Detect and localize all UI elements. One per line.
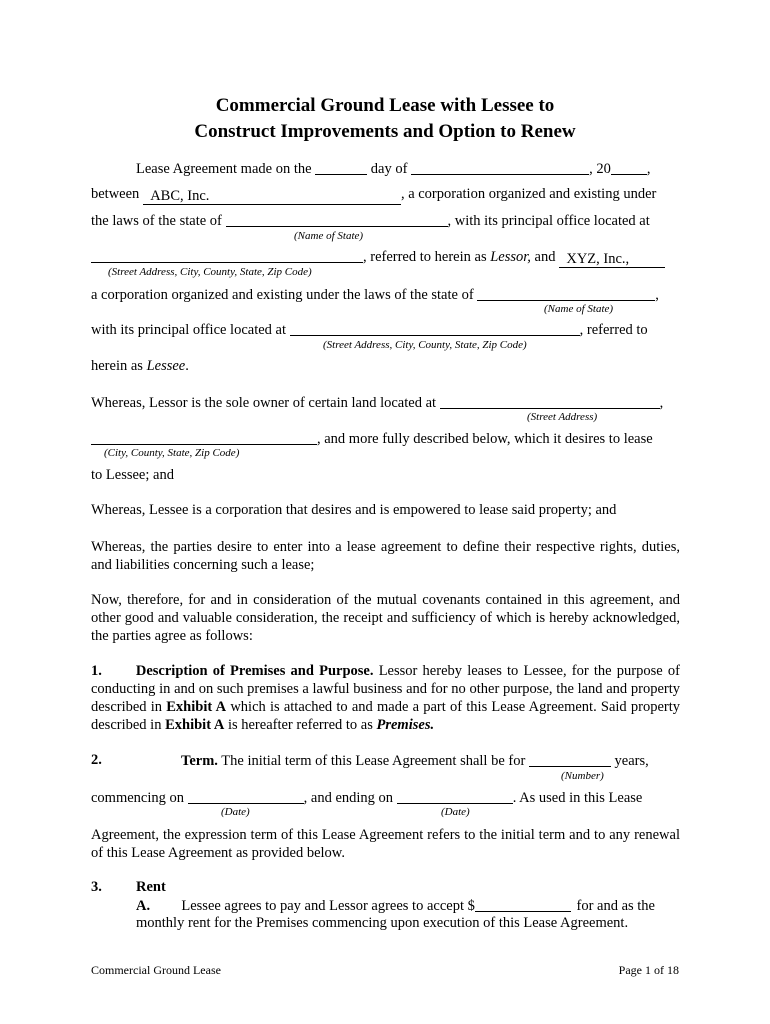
section-2-agreement xyxy=(91,826,680,862)
land-city-blank[interactable] xyxy=(91,430,317,445)
term-years-blank[interactable] xyxy=(529,752,611,767)
intro-line-4 xyxy=(91,248,665,268)
section-2-agreement-text: Agreement, the expression term of this Lease Agreement refers to the initial term and to any renewal of this Lease Agreement as provided below. xyxy=(91,827,680,861)
street-address-caption: (Street Address) xyxy=(527,411,598,423)
premises-term: Premises. xyxy=(376,717,435,733)
number-caption: (Number) xyxy=(561,770,604,782)
section-3a-text-b: for and as the xyxy=(576,898,655,914)
footer-left: Commercial Ground Lease xyxy=(91,963,221,977)
section-2-text: The initial term of this Lease Agreement shall be for xyxy=(221,753,526,769)
years-text: years, xyxy=(614,753,649,769)
section-2-line-1 xyxy=(181,752,649,770)
and-word: and xyxy=(534,249,556,265)
date-caption-2: (Date) xyxy=(441,806,470,818)
whereas-1-text: Whereas, Lessor is the sole owner of certain land located at xyxy=(91,395,437,411)
period: . xyxy=(185,358,189,374)
state-blank[interactable] xyxy=(226,212,448,227)
comma: , xyxy=(646,161,651,177)
month-blank[interactable] xyxy=(411,160,589,175)
principal-office-text: , with its principal office located at xyxy=(447,213,650,229)
section-2-number xyxy=(91,752,102,769)
whereas-3 xyxy=(91,538,680,574)
now-therefore-text: Now, therefore, for and in consideration of the mutual covenants contained in this agreement, and other good and valuable consideration, the receipt and sufficiency of which is hereby acknowledged, the parties agree as follows: xyxy=(91,592,680,644)
section-3-heading: Rent xyxy=(136,879,166,895)
name-of-state-caption: (Name of State) xyxy=(294,230,364,242)
intro-line-6 xyxy=(91,321,648,339)
comma: , xyxy=(659,395,664,411)
whereas-1-line-3: to Lessee; and xyxy=(91,467,174,483)
street-caption-2: (Street Address, City, County, State, Zip Code) xyxy=(323,339,527,351)
rent-amount-blank[interactable] xyxy=(475,897,571,912)
section-1-heading: Description of Premises and Purpose. xyxy=(135,663,374,679)
day-of-text: day of xyxy=(370,161,408,177)
made-on-text: Lease Agreement made on the xyxy=(136,161,312,177)
lessee-name: XYZ, Inc., xyxy=(566,251,630,267)
laws-state-text: the laws of the state of xyxy=(91,213,222,229)
commencing-date-blank[interactable] xyxy=(188,789,304,804)
year-prefix: , 20 xyxy=(589,161,611,177)
whereas-3-text: Whereas, the parties desire to enter into a lease agreement to define their respective rights, duties, and liabilities concerning such a lease; xyxy=(91,539,680,573)
section-2-number-text: 2. xyxy=(91,752,102,768)
intro-line-7 xyxy=(91,358,189,375)
referred-to-text: , referred to xyxy=(579,322,648,338)
section-2-heading: Term. xyxy=(181,753,218,769)
street-caption: (Street Address, City, County, State, Zip Code) xyxy=(108,266,312,278)
principal-office-text-2: with its principal office located at xyxy=(91,322,287,338)
herein-as-text: herein as xyxy=(91,358,143,374)
whereas-1-line-2 xyxy=(91,430,653,448)
intro-line-3 xyxy=(91,212,650,230)
lessee-state-blank[interactable] xyxy=(477,286,655,301)
and-ending-text: , and ending on xyxy=(303,790,394,806)
section-2-line-2 xyxy=(91,789,642,807)
lessor-address-blank[interactable] xyxy=(91,248,363,263)
document-title-line2: Construct Improvements and Option to Renew xyxy=(194,121,576,142)
land-street-blank[interactable] xyxy=(440,394,660,409)
intro-line-5 xyxy=(91,286,659,304)
section-3a-line-2: monthly rent for the Premises commencing upon execution of this Lease Agreement. xyxy=(136,915,629,931)
corp-line-text: a corporation organized and existing under the laws of the state of xyxy=(91,287,474,303)
section-1-text-c: is hereafter referred to as xyxy=(227,717,373,733)
footer-page-number: Page 1 of 18 xyxy=(618,963,679,977)
name-of-state-caption-2: (Name of State) xyxy=(544,303,614,315)
lessor-name-field[interactable] xyxy=(143,188,401,205)
referred-lessor-text: , referred to herein as xyxy=(363,249,487,265)
whereas-2: Whereas, Lessee is a corporation that desires and is empowered to lease said property; and xyxy=(91,502,617,518)
section-3a-label: A. xyxy=(136,898,151,914)
intro-line-2 xyxy=(91,186,656,205)
lessee-word: Lessee xyxy=(146,358,186,374)
section-3a-text-a: Lessee agrees to pay and Lessor agrees to accept $ xyxy=(181,898,475,914)
intro-line-1 xyxy=(136,160,650,178)
now-therefore xyxy=(91,591,680,645)
document-title-line1: Commercial Ground Lease with Lessee to xyxy=(215,95,555,116)
more-fully-text: , and more fully described below, which it desires to lease xyxy=(317,431,653,447)
whereas-1-line-1 xyxy=(91,394,663,412)
lessor-name: ABC, Inc. xyxy=(150,188,210,204)
as-used-text: . As used in this Lease xyxy=(512,790,643,806)
section-1-text-b: which is attached to and made a part of this Lease Agreement. Said property described in xyxy=(91,699,681,733)
exhibit-a-ref-2: Exhibit A xyxy=(165,717,225,733)
lessor-word: Lessor, xyxy=(490,249,531,265)
commencing-text: commencing on xyxy=(91,790,185,806)
city-caption: (City, County, State, Zip Code) xyxy=(104,447,240,459)
section-3a-line-1 xyxy=(136,897,655,915)
year-blank[interactable] xyxy=(611,160,647,175)
between-text: between xyxy=(91,186,140,202)
day-blank[interactable] xyxy=(315,160,367,175)
corp-clause: , a corporation organized and existing under xyxy=(400,186,657,202)
section-1-text-a: Lessor hereby leases to Lessee, for the purpose of conducting in and on such premises a lawful business and for no other purpose, the land and property described in xyxy=(91,663,680,715)
lessee-name-field[interactable] xyxy=(559,251,665,268)
comma: , xyxy=(655,287,659,303)
date-caption-1: (Date) xyxy=(221,806,250,818)
ending-date-blank[interactable] xyxy=(397,789,513,804)
section-1 xyxy=(91,662,680,734)
lessee-address-blank[interactable] xyxy=(290,321,580,336)
section-3-number: 3. xyxy=(91,879,102,895)
exhibit-a-ref: Exhibit A xyxy=(166,699,227,715)
section-1-number: 1. xyxy=(91,663,102,679)
